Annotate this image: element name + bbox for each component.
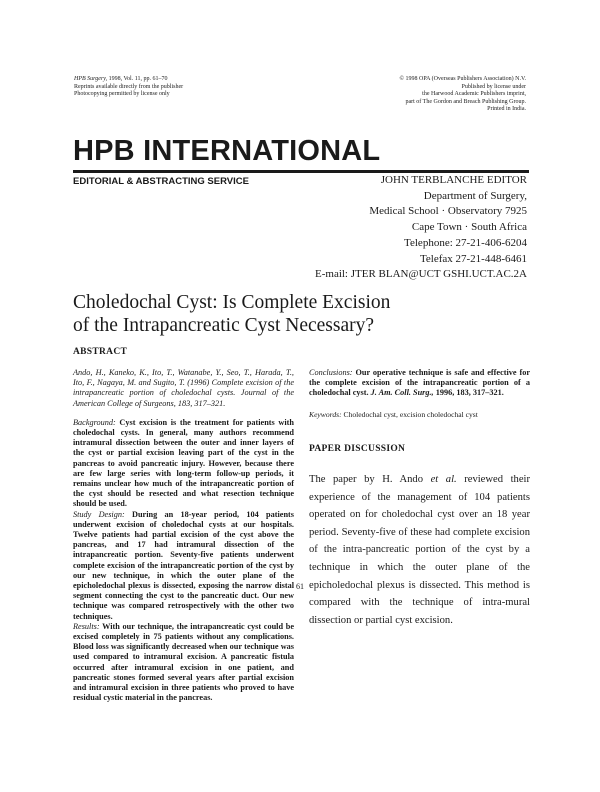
conclusions-label: Conclusions: bbox=[309, 368, 353, 377]
study-design-label: Study Design: bbox=[73, 509, 125, 519]
background-label: Background: bbox=[73, 417, 116, 427]
editor-email: E-mail: JTER BLAN@UCT GSHI.UCT.AC.2A bbox=[315, 268, 527, 281]
imprint-line: the Harwood Academic Publishers imprint, bbox=[422, 91, 526, 98]
journal-citation-line: HPB Surgery, 1998, Vol. 11, pp. 61–70 bbox=[74, 76, 168, 82]
article-title-line1: Choledochal Cyst: Is Complete Excision bbox=[73, 292, 391, 313]
running-header-left bbox=[74, 76, 274, 99]
editor-address-block bbox=[315, 173, 527, 283]
editor-telefax: Telefax 27-21-448-6461 bbox=[419, 252, 527, 265]
reprints-line: Reprints available directly from the publisher bbox=[74, 83, 184, 90]
editor-school: Medical School · Observatory 7925 bbox=[369, 205, 527, 218]
conclusions-paragraph: Conclusions: Our operative technique is safe and effective for the complete excision of the intrapancreatic portion of a choledochal cyst. J. Am. Coll. Surg., 1996, 183, 317–321. bbox=[309, 368, 530, 398]
citation: Ando, H., Kaneko, K., Ito, T., Watanabe, Y., Seo, T., Harada, T., Ito, F., Nagaya, M. and Sugito, T. (1996) Complete excision of the intrapancreatic portion of choledochal cysts. Journal of the American College of Surgeons, 183, 317–321. bbox=[73, 368, 294, 408]
background-paragraph: Background: Cyst excision is the treatment for patients with choledochal cysts. In general, many authors recommend intramural dissection between the outer and inner layers of the cyst or partial excision leaving part of the cyst in the pancreas to avoid pancreatic injury. However, because there are few large series with long-term follow-up periods, it remains unclear how much of the intrapancreatic portion of the cyst should be resected and what resection technique should be used. bbox=[73, 417, 294, 509]
service-subtitle: EDITORIAL & ABSTRACTING SERVICE bbox=[73, 176, 249, 187]
left-column bbox=[73, 368, 294, 704]
results-label: Results: bbox=[73, 621, 100, 631]
article-title bbox=[73, 291, 533, 337]
discussion-heading: PAPER DISCUSSION bbox=[309, 443, 406, 454]
article-title-line2: of the Intrapancreatic Cyst Necessary? bbox=[73, 315, 375, 336]
keywords-label: Keywords: bbox=[309, 409, 342, 419]
discussion-paragraph: The paper by H. Ando et al. reviewed their experience of the management of 104 patients operated on for choledochal cyst over an 18 year period. Seventy-five of these had complete excision of the intra-pancreatic portion of the cyst by a technique in which the outer plane of the epicholedochal plexus is dissected. This method is compared with the technique of intra-mural dissection or partial cyst excision. bbox=[309, 474, 530, 626]
editor-telephone: Telephone: 27-21-406-6204 bbox=[404, 236, 527, 249]
keywords: Keywords: Choledochal cyst, excision choledochal cyst bbox=[309, 409, 478, 419]
copyright-line: © 1998 OPA (Overseas Publishers Association) N.V. bbox=[399, 76, 526, 82]
journal-title: HPB INTERNATIONAL bbox=[73, 135, 381, 167]
editor-name: JOHN TERBLANCHE EDITOR bbox=[380, 174, 527, 186]
page-number: 61 bbox=[296, 582, 304, 591]
results-paragraph: Results: With our technique, the intrapancreatic cyst could be excised completely in 75 patients without any complications. Blood loss was significantly decreased when our technique was used compared to intramural excision. A pancreatic fistula occurred after intramural excision in one patient, and pancreatic stones formed several years after partial excision and intramural excision in three patients who proved to have residual cystic material in the pancreas. bbox=[73, 621, 294, 703]
group-line: part of The Gordon and Breach Publishing Group. bbox=[405, 98, 526, 105]
editor-city: Cape Town · South Africa bbox=[411, 221, 527, 234]
license-line: Published by license under bbox=[461, 83, 526, 90]
study-design-paragraph: Study Design: During an 18-year period, 104 patients underwent excision of choledochal cysts at our hospitals. Twelve patients had partial excision of the cyst above the pancreas, and 17 had intramural dissection of the intrapancreatic portion. Seventy-five patients underwent complete excision of the intrapancreatic portion of the cyst by our new technique, in which the outer plane of the epicholedochal plexus is dissected, exposing the narrow distal segment connecting the cyst to the pancreatic duct. Our new technique was compared retrospectively with the other two techniques. bbox=[73, 509, 294, 621]
photocopy-line: Photocopying permitted by license only bbox=[74, 91, 170, 98]
abstract-heading: ABSTRACT bbox=[73, 347, 128, 357]
editor-department: Department of Surgery, bbox=[423, 189, 527, 202]
running-header-right bbox=[296, 76, 526, 114]
printed-line: Printed in India. bbox=[487, 106, 526, 113]
